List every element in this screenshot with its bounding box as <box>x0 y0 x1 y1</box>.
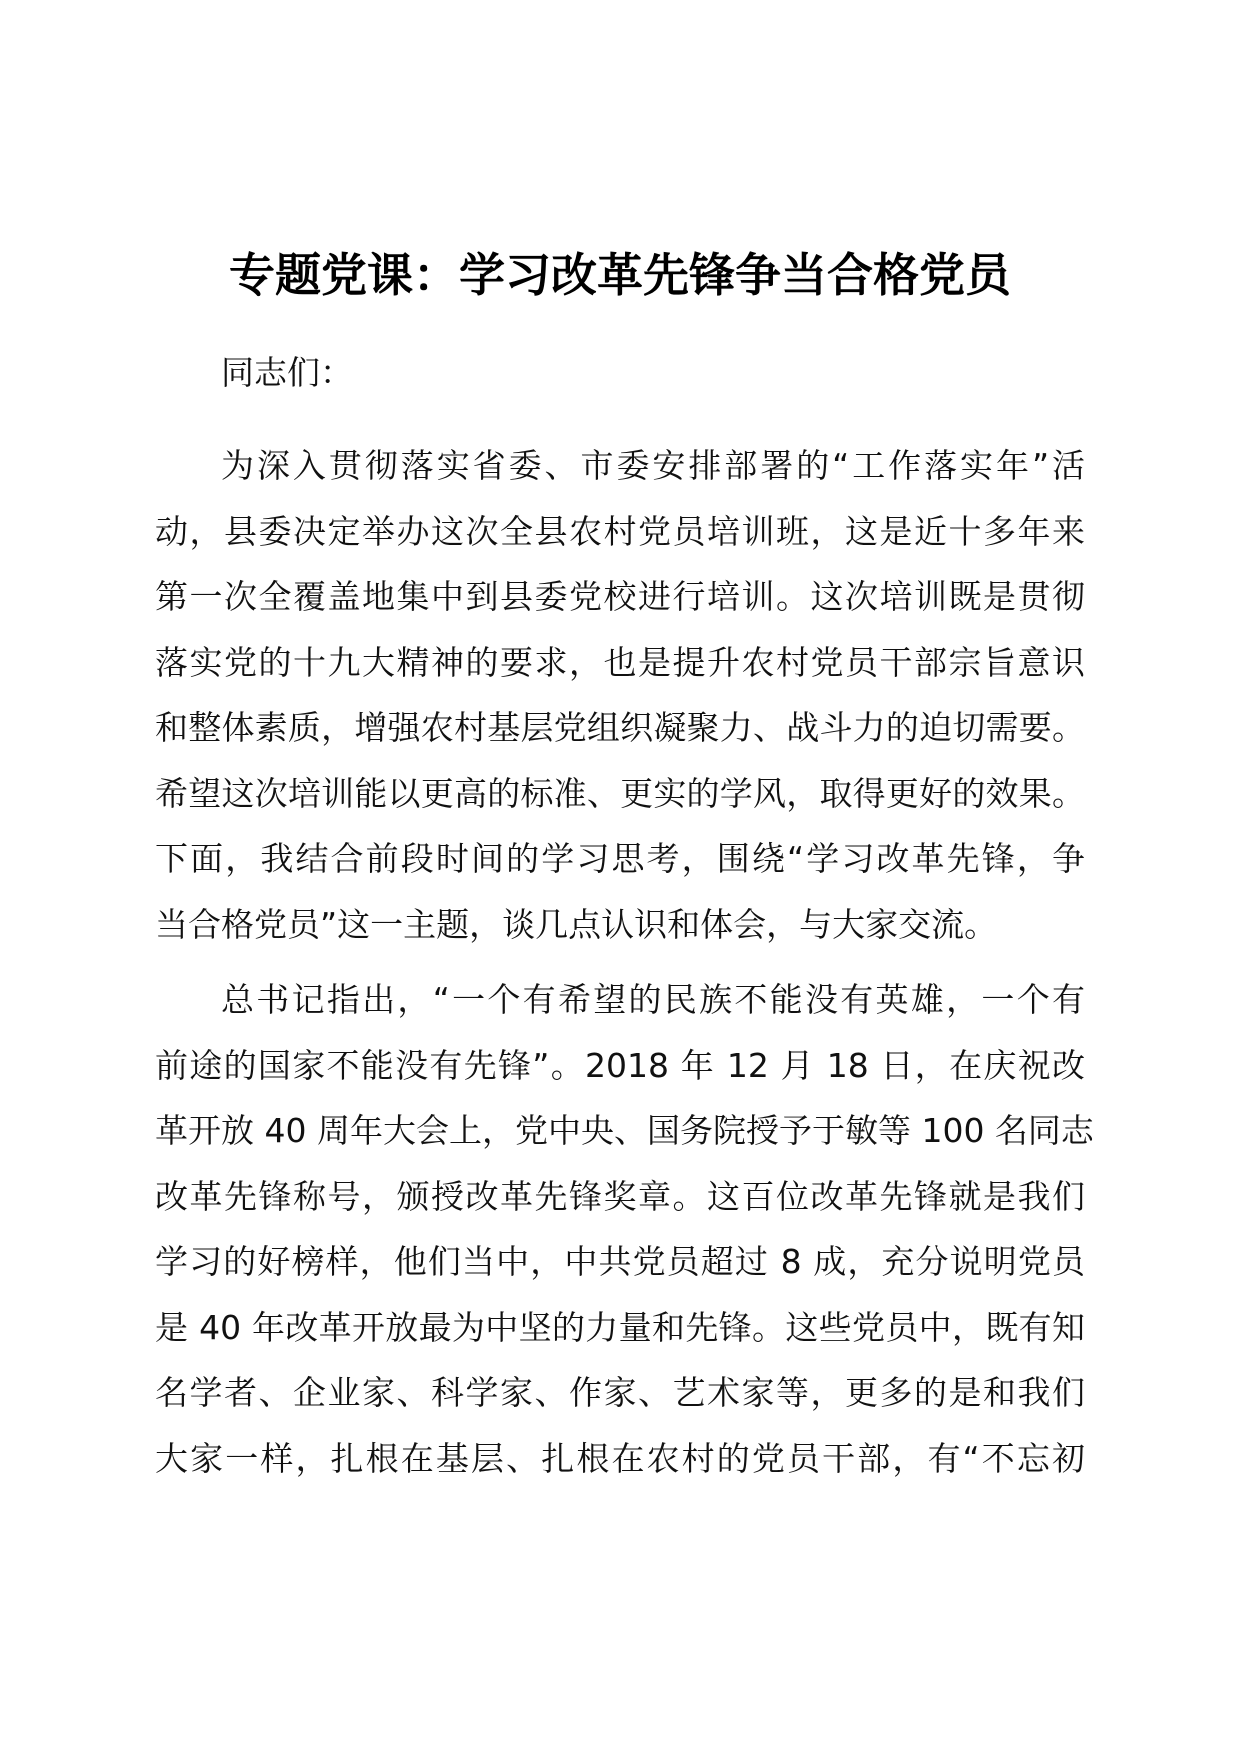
salutation: 同志们： <box>221 353 353 392</box>
paragraph-line: 总书记指出，“一个有希望的民族不能没有英雄，一个有 <box>221 980 1085 1019</box>
paragraph-line: 动，县委决定举办这次全县农村党员培训班，这是近十多年来 <box>155 511 1085 551</box>
paragraph-line: 是 40 年改革开放最为中坚的力量和先锋。这些党员中，既有知 <box>155 1307 1085 1347</box>
paragraph-line: 前途的国家不能没有先锋”。2018 年 12 月 18 日，在庆祝改 <box>155 1045 1085 1085</box>
paragraph-line: 当合格党员”这一主题，谈几点认识和体会，与大家交流。 <box>155 904 998 944</box>
paragraph-line: 学习的好榜样，他们当中，中共党员超过 8 成，充分说明党员 <box>155 1242 1085 1281</box>
paragraph-2 <box>155 967 1094 1491</box>
paragraph-line: 革开放 40 周年大会上，党中央、国务院授予于敏等 100 名同志 <box>155 1111 1094 1150</box>
paragraph-line: 大家一样，扎根在基层、扎根在农村的党员干部，有“不忘初 <box>155 1438 1085 1478</box>
paragraph-line: 落实党的十九大精神的要求，也是提升农村党员干部宗旨意识 <box>155 642 1085 682</box>
paragraph-line: 第一次全覆盖地集中到县委党校进行培训。这次培训既是贯彻 <box>155 577 1085 616</box>
paragraph-line: 希望这次培训能以更高的标准、更实的学风，取得更好的效果。 <box>155 773 1085 813</box>
paragraph-1 <box>155 433 1085 957</box>
paragraph-line: 名学者、企业家、科学家、作家、艺术家等，更多的是和我们 <box>155 1373 1085 1412</box>
document-title: 专题党课：学习改革先锋争当合格党员 <box>229 248 1011 302</box>
paragraph-line: 下面，我结合前段时间的学习思考，围绕“学习改革先锋，争 <box>155 839 1085 878</box>
paragraph-line: 为深入贯彻落实省委、市委安排部署的“工作落实年”活 <box>221 446 1085 485</box>
paragraph-line: 和整体素质，增强农村基层党组织凝聚力、战斗力的迫切需要。 <box>155 708 1085 747</box>
paragraph-line: 改革先锋称号，颁授改革先锋奖章。这百位改革先锋就是我们 <box>155 1176 1085 1216</box>
